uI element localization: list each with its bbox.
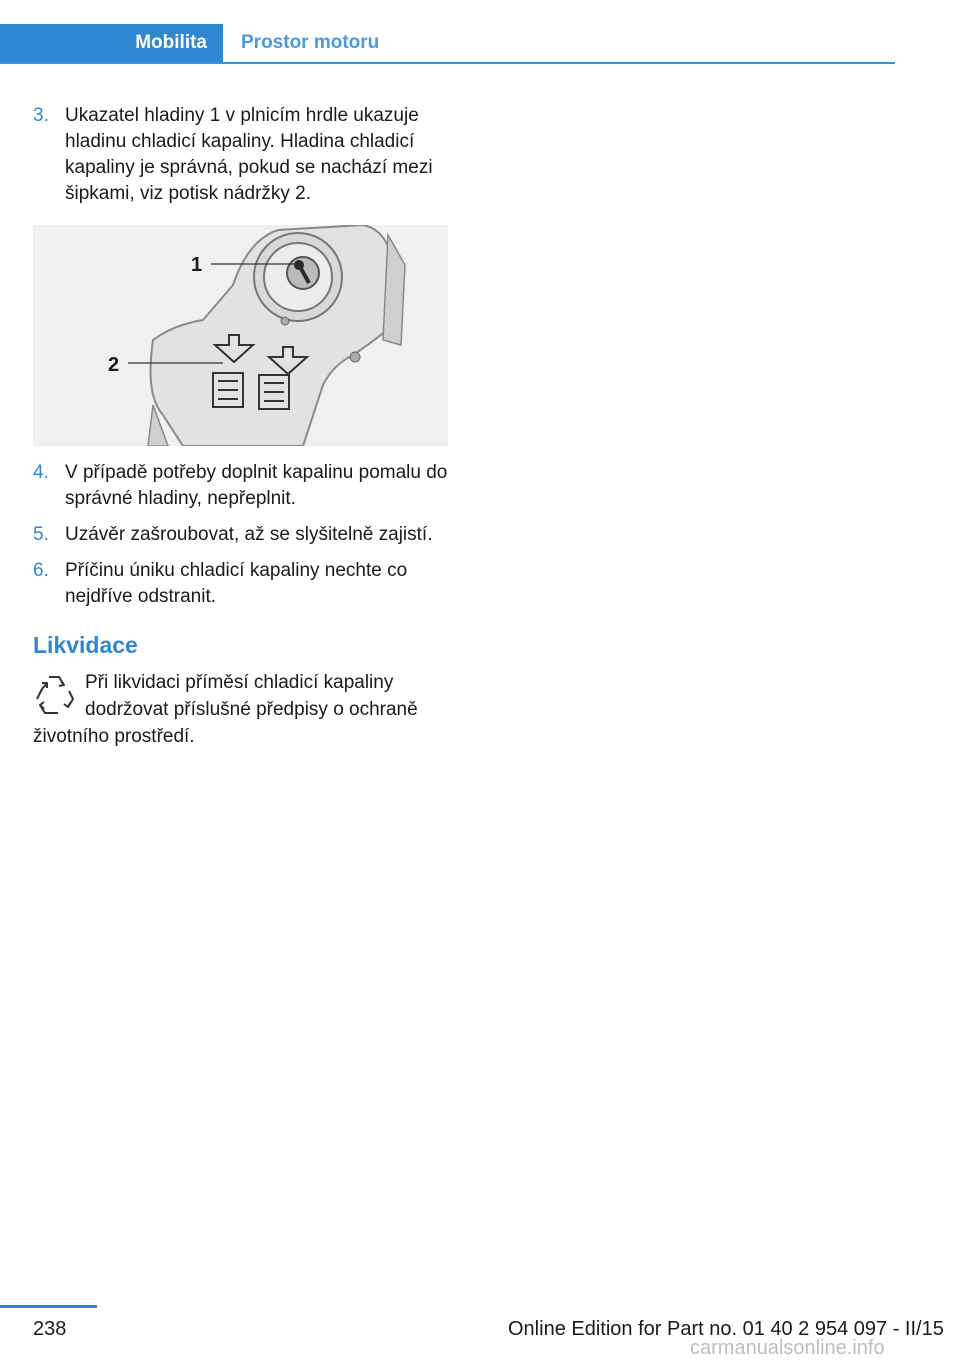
recycle-icon bbox=[33, 671, 75, 719]
watermark: carmanualsonline.info bbox=[690, 1337, 885, 1359]
tab-mobilita[interactable]: Mobilita bbox=[0, 24, 223, 62]
step-text: V případě potřeby doplnit kapalinu pomalu do správné hladiny, nepřeplnit. bbox=[65, 462, 448, 509]
step-number: 3. bbox=[33, 105, 49, 126]
section-heading: Likvidace bbox=[33, 632, 138, 658]
list-item bbox=[33, 460, 448, 512]
step-number: 6. bbox=[33, 560, 49, 581]
list-item bbox=[33, 522, 448, 548]
edition-info: Online Edition for Part no. 01 40 2 954 097 - II/15 bbox=[508, 1318, 944, 1340]
callout-2: 2 bbox=[108, 354, 120, 376]
footer-divider bbox=[0, 1305, 97, 1308]
page-number: 238 bbox=[33, 1318, 67, 1340]
step-number: 4. bbox=[33, 462, 49, 483]
coolant-tank-figure bbox=[33, 225, 448, 446]
step-text: Ukazatel hladiny 1 v plnicím hrdle ukazuje hladinu chladicí kapaliny. Hladina chladicí kapaliny je správná, pokud se nachází mezi šipkami, viz potisk nádržky 2. bbox=[65, 105, 433, 204]
step-text: Uzávěr zašroubovat, až se slyšitelně zajistí. bbox=[65, 524, 433, 545]
header-bar bbox=[0, 24, 895, 64]
disposal-note bbox=[33, 669, 448, 750]
callout-1: 1 bbox=[191, 254, 203, 276]
coolant-tank-illustration bbox=[33, 225, 448, 446]
list-item bbox=[33, 558, 448, 610]
step-text: Příčinu úniku chladicí kapaliny nechte co nejdříve odstranit. bbox=[65, 560, 408, 607]
step-number: 5. bbox=[33, 524, 49, 545]
tab-prostor-motoru[interactable]: Prostor motoru bbox=[241, 32, 380, 53]
disposal-text: Při likvidaci příměsí chladicí kapaliny dodržovat příslušné předpisy o ochraně životního prostředí. bbox=[33, 672, 418, 747]
list-item bbox=[33, 103, 448, 207]
main-content bbox=[33, 103, 448, 750]
